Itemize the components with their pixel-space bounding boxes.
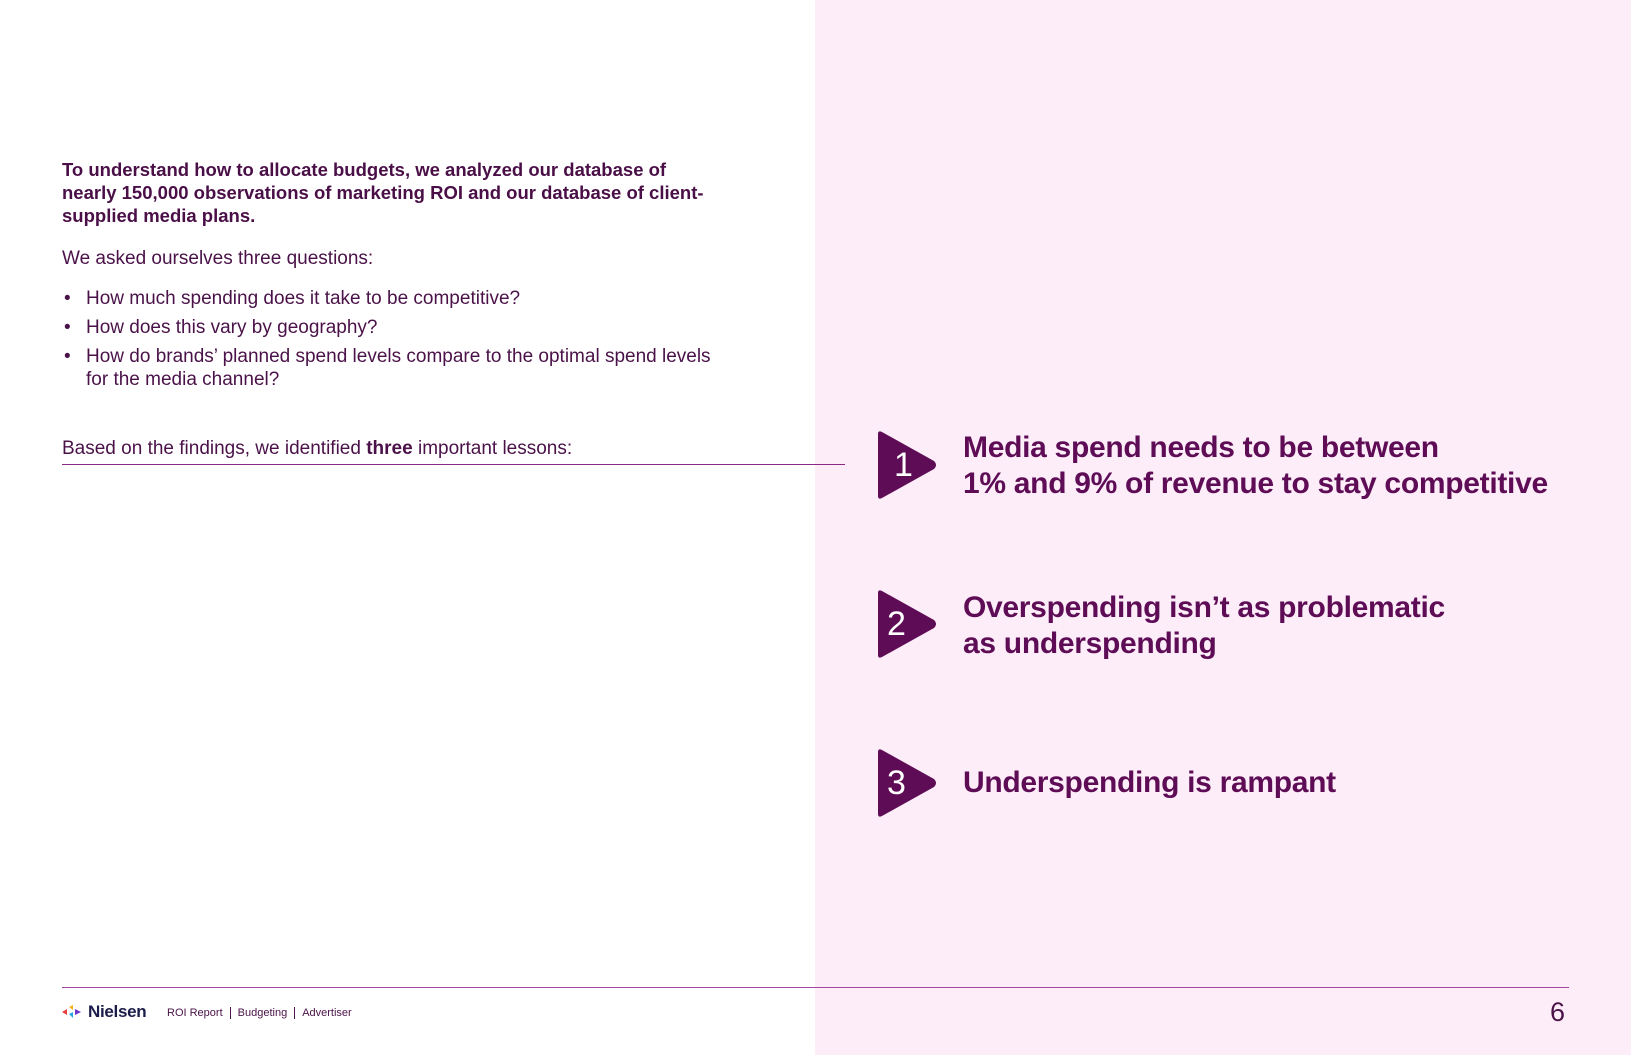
footer-divider <box>62 987 1569 988</box>
lesson-title-line1: Overspending isn’t as problematic <box>963 591 1445 624</box>
brand-name: Nielsen <box>88 1002 147 1021</box>
breadcrumb-item: ROI Report <box>167 1007 223 1019</box>
list-item: • How does this vary by geography? <box>62 316 722 339</box>
lesson-title-line1: Media spend needs to be between <box>963 431 1439 464</box>
triangle-play-icon <box>876 748 938 818</box>
breadcrumb-item: Advertiser <box>302 1007 352 1019</box>
lesson-title-line1: Underspending is rampant <box>963 766 1336 799</box>
breadcrumb-separator <box>294 1007 295 1019</box>
lesson-number: 2 <box>887 605 906 643</box>
breadcrumb-item: Budgeting <box>237 1007 288 1019</box>
lessons-intro-after: important lessons: <box>412 438 573 459</box>
lessons-divider <box>62 464 845 465</box>
lessons-intro-before: Based on the findings, we identified <box>62 438 367 459</box>
intro-paragraph: To understand how to allocate budgets, we analyzed our database of nearly 150,000 observations of marketing ROI and our database of client-supplied media plans. <box>62 159 704 226</box>
lessons-intro-bold: three <box>366 438 413 459</box>
lesson-title <box>963 430 1583 502</box>
lesson-title-line2: 1% and 9% of revenue to stay competitive <box>963 467 1548 500</box>
questions-heading: We asked ourselves three questions: <box>62 248 374 269</box>
lesson-number: 1 <box>894 446 913 484</box>
page-number: 6 <box>1550 997 1566 1027</box>
lesson-number: 3 <box>887 764 906 802</box>
breadcrumb-separator <box>230 1007 231 1019</box>
triangle-play-icon <box>876 589 938 659</box>
breadcrumb <box>167 1007 352 1019</box>
list-item: • How much spending does it take to be competitive? <box>62 287 722 310</box>
lesson-title <box>963 765 1583 801</box>
list-item: • How do brands’ planned spend levels compare to the optimal spend levels for the media channel? <box>62 345 722 391</box>
lesson-title-line2: as underspending <box>963 627 1217 660</box>
nielsen-logo <box>62 1002 146 1022</box>
nielsen-logo-icon <box>62 1005 84 1019</box>
lesson-title <box>963 590 1583 662</box>
lessons-intro <box>62 437 572 461</box>
right-panel <box>815 0 1631 1055</box>
questions-list <box>62 287 722 397</box>
triangle-play-icon <box>876 430 938 500</box>
